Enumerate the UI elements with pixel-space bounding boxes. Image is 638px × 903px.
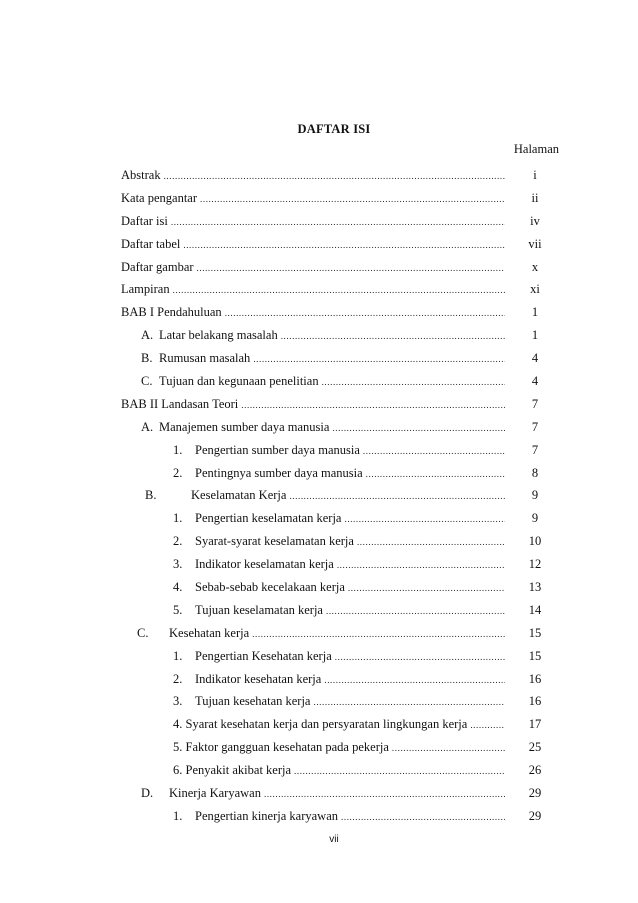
dot-leader — [337, 554, 505, 577]
dot-leader — [289, 485, 505, 508]
toc-entry — [121, 736, 561, 759]
toc-entry — [121, 690, 561, 713]
toc-entry-page: 13 — [528, 580, 542, 595]
dot-leader — [252, 623, 505, 646]
toc-entry — [121, 210, 561, 233]
toc-entry — [121, 324, 561, 347]
toc-entry-number: 1. — [173, 511, 183, 526]
toc-entry — [121, 278, 561, 301]
toc-entry — [121, 622, 561, 645]
toc-entry — [121, 301, 561, 324]
toc-entry-label: Pengertian Kesehatan kerja — [195, 648, 332, 663]
toc-entry — [121, 370, 561, 393]
toc-entry-number: C. — [137, 625, 149, 640]
toc-entry — [121, 439, 561, 462]
toc-entry-label: Kinerja Karyawan — [169, 786, 261, 801]
dot-leader — [241, 394, 505, 417]
toc-entry-page: 10 — [528, 534, 542, 549]
dot-leader — [324, 669, 505, 692]
toc-entry-label: Tujuan kesehatan kerja — [195, 694, 311, 709]
toc-entry-page: 4 — [531, 351, 539, 366]
toc-entry — [121, 507, 561, 530]
dot-leader — [200, 188, 505, 211]
toc-entry-label: Manajemen sumber daya manusia — [159, 419, 330, 434]
toc-entry-label: Kesehatan kerja — [169, 625, 250, 640]
toc-entry — [121, 530, 561, 553]
dot-leader — [470, 714, 505, 737]
toc-entry-page: 14 — [528, 602, 542, 617]
toc-entry-label: Daftar isi — [121, 213, 168, 228]
toc-entry-label: Keselamatan Kerja — [191, 488, 287, 503]
toc-entry-number: 1. — [173, 808, 183, 823]
dot-leader — [366, 463, 505, 486]
toc-entry — [121, 782, 561, 805]
toc-entry-label: 6. Penyakit akibat kerja — [173, 763, 292, 778]
toc-entry-label: Syarat-syarat keselamatan kerja — [195, 534, 354, 549]
toc-entry-page: 7 — [531, 419, 539, 434]
toc-entry-page: 4 — [531, 374, 539, 389]
toc-entry-page: 12 — [528, 557, 542, 572]
toc-entry-label: Rumusan masalah — [159, 351, 251, 366]
toc-entry — [121, 233, 561, 256]
dot-leader — [357, 531, 505, 554]
toc-entry-label: BAB I Pendahuluan — [121, 305, 222, 320]
toc-entry-page: ii — [531, 190, 539, 205]
dot-leader — [363, 440, 505, 463]
page-column-header: Halaman — [513, 142, 559, 156]
toc-entry — [121, 393, 561, 416]
toc-entry-number: B. — [141, 351, 153, 366]
toc-entry — [121, 187, 561, 210]
dot-leader — [335, 646, 505, 669]
toc-entry-label: Abstrak — [121, 168, 161, 182]
toc-entry-label: Indikator keselamatan kerja — [195, 557, 334, 572]
toc-entry-page: 1 — [531, 305, 539, 320]
dot-leader — [171, 211, 505, 234]
toc-entry — [121, 759, 561, 782]
toc-entry-label: 5. Faktor gangguan kesehatan pada pekerja — [173, 740, 389, 755]
toc-entry-number: 5. — [173, 602, 183, 617]
toc-entry-number: 1. — [173, 442, 183, 457]
toc-entry-page: 29 — [528, 786, 542, 801]
page-number: vii — [329, 834, 339, 845]
toc-entry-page: 16 — [528, 694, 542, 709]
toc-entry-label: Pengertian kinerja karyawan — [195, 808, 338, 823]
dot-leader — [322, 371, 505, 394]
toc-entry-number: C. — [141, 374, 153, 389]
toc-entry-number: 2. — [173, 534, 183, 549]
table-of-contents — [121, 164, 561, 828]
dot-leader — [225, 302, 505, 325]
toc-entry — [121, 599, 561, 622]
toc-entry-number: B. — [145, 488, 157, 503]
dot-leader — [264, 783, 505, 806]
dot-leader — [281, 325, 505, 348]
toc-entry-page: 16 — [528, 671, 542, 686]
toc-entry-label: Indikator kesehatan kerja — [195, 671, 322, 686]
dot-leader — [253, 348, 505, 371]
dot-leader — [326, 600, 505, 623]
toc-entry-page: 7 — [531, 442, 539, 457]
toc-entry-number: A. — [141, 328, 154, 343]
dot-leader — [332, 417, 505, 440]
toc-entry-label: BAB II Landasan Teori — [121, 396, 239, 411]
toc-entry-page: vii — [528, 236, 542, 251]
dot-leader — [344, 508, 505, 531]
toc-entry — [121, 713, 561, 736]
toc-entry — [121, 256, 561, 279]
toc-entry-page: xi — [530, 282, 540, 297]
toc-entry — [121, 668, 561, 691]
toc-entry-page: 9 — [531, 511, 539, 526]
toc-entry-page: 17 — [528, 717, 542, 732]
toc-entry-label: Lampiran — [121, 282, 170, 297]
toc-entry — [121, 462, 561, 485]
toc-entry — [121, 553, 561, 576]
toc-entry — [121, 416, 561, 439]
toc-entry-page: 9 — [531, 488, 539, 503]
toc-entry — [121, 805, 561, 828]
dot-leader — [294, 760, 505, 783]
toc-entry-number: 4. — [173, 580, 183, 595]
dot-leader — [341, 806, 505, 829]
toc-entry-label: Kata pengantar — [121, 190, 198, 205]
toc-entry — [121, 347, 561, 370]
toc-entry-number: 2. — [173, 465, 183, 480]
toc-entry-page: 7 — [531, 396, 539, 411]
toc-entry-number: 3. — [173, 557, 183, 572]
toc-entry — [121, 576, 561, 599]
toc-entry-page: i — [533, 168, 537, 182]
toc-entry-number: D. — [141, 786, 154, 801]
toc-entry-number: 2. — [173, 671, 183, 686]
toc-entry-label: Daftar gambar — [121, 259, 194, 274]
toc-entry-label: Pentingnya sumber daya manusia — [195, 465, 363, 480]
toc-entry-page: 15 — [528, 648, 542, 663]
dot-leader — [183, 234, 505, 257]
toc-entry-label: Pengertian sumber daya manusia — [195, 442, 360, 457]
toc-entry-page: x — [531, 259, 539, 274]
toc-entry-page: 25 — [528, 740, 542, 755]
toc-entry-number: A. — [141, 419, 154, 434]
toc-entry-label: 4. Syarat kesehatan kerja dan persyaratan lingkungan kerja — [173, 717, 468, 732]
page-title: DAFTAR ISI — [297, 122, 371, 136]
dot-leader — [173, 279, 505, 302]
toc-entry — [121, 645, 561, 668]
toc-entry-label: Tujuan keselamatan kerja — [195, 602, 323, 617]
toc-entry-number: 1. — [173, 648, 183, 663]
toc-entry-page: 1 — [531, 328, 539, 343]
toc-entry-page: 15 — [528, 625, 542, 640]
dot-leader — [313, 691, 505, 714]
toc-entry-page: iv — [530, 213, 540, 228]
dot-leader — [164, 165, 505, 188]
toc-entry-page: 29 — [528, 808, 542, 823]
toc-entry-label: Daftar tabel — [121, 236, 181, 251]
toc-entry — [121, 484, 561, 507]
toc-entry-label: Sebab-sebab kecelakaan kerja — [195, 580, 345, 595]
toc-entry-label: Latar belakang masalah — [159, 328, 278, 343]
toc-entry — [121, 164, 561, 187]
dot-leader — [197, 257, 505, 280]
dot-leader — [392, 737, 505, 760]
toc-entry-page: 8 — [531, 465, 539, 480]
toc-entry-label: Pengertian keselamatan kerja — [195, 511, 342, 526]
toc-entry-label: Tujuan dan kegunaan penelitian — [159, 374, 319, 389]
dot-leader — [348, 577, 505, 600]
toc-entry-page: 26 — [528, 763, 542, 778]
toc-entry-number: 3. — [173, 694, 183, 709]
